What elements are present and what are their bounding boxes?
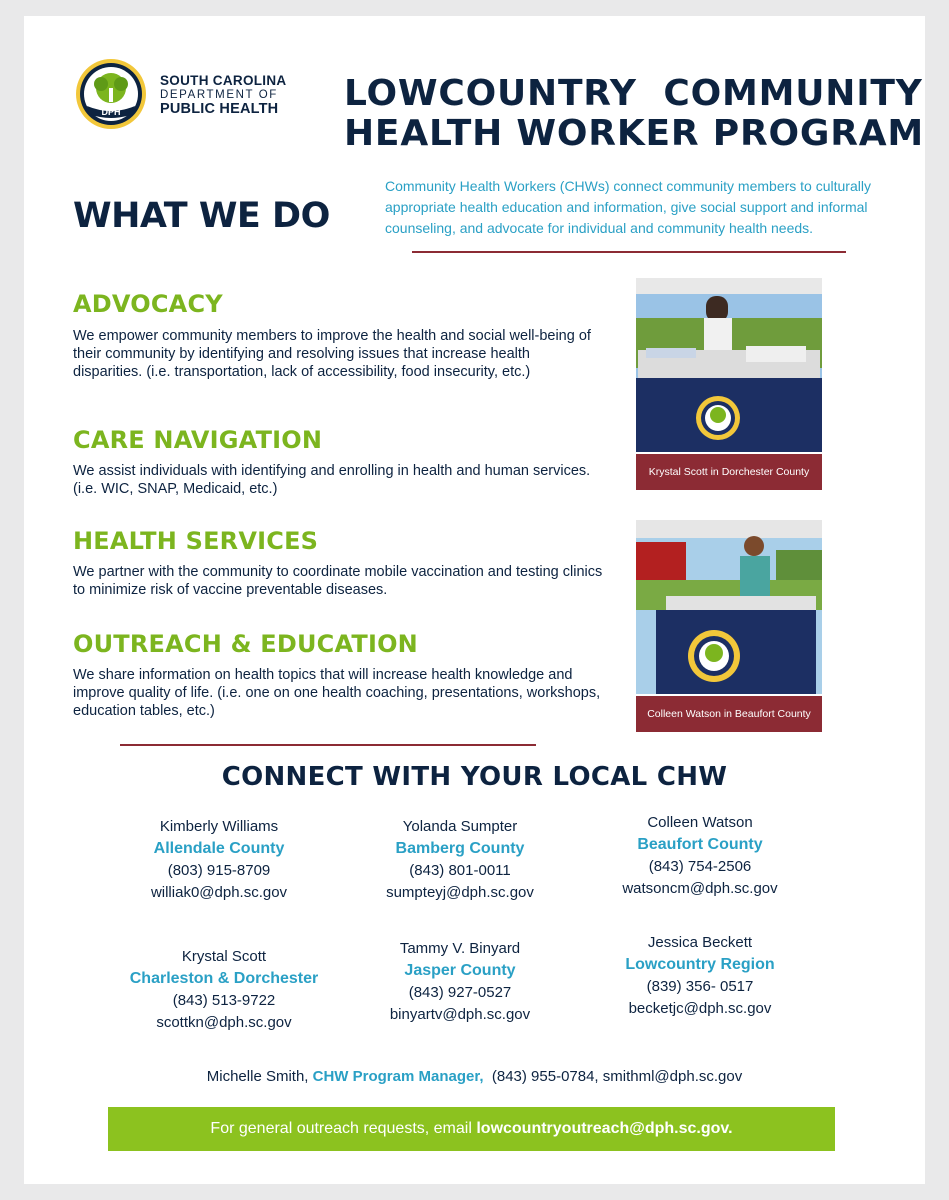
contact-county: Allendale County <box>153 840 285 857</box>
contact-name: Colleen Watson <box>647 814 753 831</box>
manager-title: CHW Program Manager, <box>312 1068 484 1085</box>
contact-phone[interactable]: (839) 356- 0517 <box>646 978 754 995</box>
banner-text: For general outreach requests, email <box>210 1120 472 1137</box>
advocacy-heading: ADVOCACY <box>73 290 223 318</box>
contact-email[interactable]: sumpteyj@dph.sc.gov <box>386 884 534 901</box>
org-line-3: PUBLIC HEALTH <box>160 101 279 117</box>
contact-card <box>340 816 580 904</box>
logo-text: DPH <box>101 107 121 117</box>
contact-email[interactable]: williak0@dph.sc.gov <box>150 884 288 901</box>
advocacy-body: We empower community members to improve the health and social well-being of their community by identifying and resolving issues that increase health disparities. (i.e. transportation, lack of accessibility, food insecurity, etc.) <box>73 328 591 380</box>
contact-phone[interactable]: (843) 927-0527 <box>408 984 512 1001</box>
program-manager-line <box>24 1068 925 1085</box>
intro-text: Community Health Workers (CHWs) connect community members to culturally appropriate health education and information, give social support and informal counseling, and advocate for individual and community health needs. <box>385 178 871 236</box>
outreach-banner <box>108 1107 835 1151</box>
program-title-line-2: HEALTH WORKER PROGRAM <box>344 113 925 154</box>
banner-email-link[interactable]: lowcountryoutreach@dph.sc.gov. <box>476 1120 733 1137</box>
contact-card <box>580 812 820 900</box>
flyer-page <box>24 16 925 1184</box>
outreach-heading: OUTREACH & EDUCATION <box>73 630 418 658</box>
dph-logo-icon <box>75 58 147 130</box>
health-services-heading: HEALTH SERVICES <box>73 527 319 555</box>
contact-phone[interactable]: (843) 754-2506 <box>648 858 752 875</box>
manager-contact[interactable]: (843) 955-0784, smithml@dph.sc.gov <box>491 1068 743 1085</box>
org-line-2: DEPARTMENT OF <box>160 89 278 101</box>
contact-county: Jasper County <box>404 962 516 979</box>
contact-county: Charleston & Dorchester <box>129 970 319 987</box>
contact-card <box>340 938 580 1026</box>
contact-name: Tammy V. Binyard <box>399 940 521 957</box>
outreach-body: We share information on health topics that will increase health knowledge and improve quality of life. (i.e. one on one health coaching, presentations, workshops, education tables, etc.) <box>73 667 601 719</box>
contact-email[interactable]: watsoncm@dph.sc.gov <box>622 880 778 897</box>
contact-name: Yolanda Sumpter <box>402 818 518 835</box>
photo-1-caption: Krystal Scott in Dorchester County <box>636 454 822 490</box>
contact-email[interactable]: binyartv@dph.sc.gov <box>389 1006 531 1023</box>
photo-2-caption: Colleen Watson in Beaufort County <box>636 696 822 732</box>
divider-middle <box>120 744 536 746</box>
contact-county: Beaufort County <box>637 836 763 853</box>
org-name <box>160 74 286 116</box>
contact-phone[interactable]: (843) 801-0011 <box>409 862 511 879</box>
contact-email[interactable]: scottkn@dph.sc.gov <box>156 1014 292 1031</box>
contact-name: Krystal Scott <box>181 948 267 965</box>
contact-name: Jessica Beckett <box>647 934 753 951</box>
divider-top <box>412 251 846 253</box>
contact-phone[interactable]: (803) 915-8709 <box>167 862 271 879</box>
program-title-line-1: LOWCOUNTRY COMMUNITY <box>344 73 923 114</box>
photo-2-image <box>636 520 822 694</box>
contact-county: Lowcountry Region <box>625 956 775 973</box>
photo-krystal-scott <box>636 278 822 452</box>
care-navigation-heading: CARE NAVIGATION <box>73 426 323 454</box>
program-title <box>344 74 924 154</box>
care-navigation-body: We assist individuals with identifying and enrolling in health and human services. (i.e. WIC, SNAP, Medicaid, etc.) <box>73 463 591 497</box>
contact-phone[interactable]: (843) 513-9722 <box>172 992 276 1009</box>
health-services-body: We partner with the community to coordinate mobile vaccination and testing clinics to minimize risk of vaccine preventable diseases. <box>73 564 603 598</box>
contact-card <box>580 932 820 1020</box>
contact-card <box>104 946 344 1034</box>
connect-heading: CONNECT WITH YOUR LOCAL CHW <box>221 762 728 792</box>
photo-1-image <box>636 278 822 452</box>
contact-card <box>99 816 339 904</box>
what-we-do-heading: WHAT WE DO <box>73 196 330 236</box>
contact-name: Kimberly Williams <box>159 818 279 835</box>
contact-county: Bamberg County <box>395 840 525 857</box>
org-line-1: SOUTH CAROLINA <box>160 73 287 88</box>
photo-colleen-watson <box>636 520 822 694</box>
manager-name: Michelle Smith, <box>206 1068 309 1085</box>
contact-email[interactable]: becketjc@dph.sc.gov <box>628 1000 772 1017</box>
